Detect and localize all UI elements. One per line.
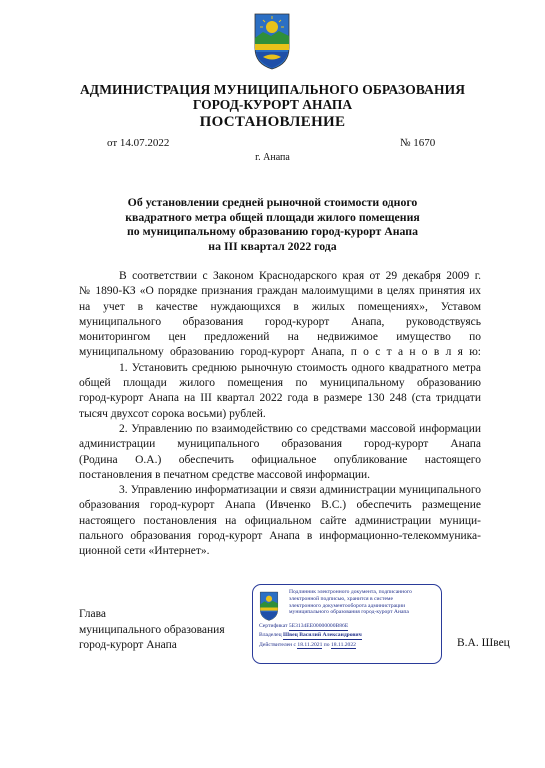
stamp-notice-line: электронной подписью, хранится в системе [289,595,393,602]
document-number: № 1670 [400,137,436,149]
title-line: на III квартал 2022 года [208,238,337,253]
valid-to-label: по [323,641,330,648]
valid-label: Действителен с [259,641,296,648]
signature-position-line: муниципального образования [79,623,225,636]
body-line: ционной сети «Интернет». [79,545,210,558]
header-org-line1: АДМИНИСТРАЦИЯ МУНИЦИПАЛЬНОГО ОБРАЗОВАНИЯ [79,82,466,97]
document-body [79,269,481,560]
body-line: муниципальному образованию город-курорт Анапа, п о с т а н о в л я ю: [79,346,481,359]
body-line: В соответствии с Законом Краснодарского края от 29 декабря 2009 г. [119,270,481,282]
stamp-notice-line: муниципального образования город-курорт Анапа [289,609,409,616]
body-line: пального образования город-курорт Анапа в информационно-телекоммуника- [79,530,481,543]
title-line: Об установлении средней рыночной стоимости одного [127,195,418,209]
body-line: 3. Управлению информатизации и связи администрации муниципального [119,484,481,497]
body-line: тысяч двухсот сорока восьми) рублей. [79,407,266,420]
body-line: (Родина О.А.) обеспечить официальное опубликование настоящего [79,453,481,466]
document-type: ПОСТАНОВЛЕНИЕ [199,114,346,130]
signatory-name: В.А. Швец [457,637,510,649]
body-line: образования город-курорт Анапа (Ивченко В.С.) обеспечить размещение [79,499,481,512]
header-org-line2: ГОРОД-КУРОРТ АНАПА [192,97,353,112]
body-line: мониторингом цен предложений на недвижимое имущество по [79,331,481,344]
owner-label: Владелец [259,632,282,639]
body-line: муниципального образования город-курорт Анапа, руководствуясь [79,315,481,328]
signature-position-line: город-курорт Анапа [79,639,177,651]
cert-label: Сертификат [259,623,288,629]
coat-of-arms-icon [253,12,291,70]
valid-from: 18.11.2021 [297,641,323,648]
stamp-crest-icon [259,591,279,621]
electronic-signature-stamp [252,584,442,664]
body-line: администрации муниципального образования город-курорт Анапа [79,438,481,451]
body-line: постановления в печатном средстве массовой информации. [79,468,371,481]
signature-position [79,607,225,654]
title-line: квадратного метра общей площади жилого помещения [125,209,420,224]
document-date: от 14.07.2022 [107,137,170,149]
body-line: общей площади жилого помещения по муниципальному образованию [79,377,481,390]
stamp-notice-line: электронного документооборота администрации [289,602,406,609]
document-city: г. Анапа [255,152,290,163]
valid-to: 18.11.2022 [330,641,356,648]
owner-value: Швец Василий Александрович [283,632,362,639]
document-title [100,195,445,253]
body-line: настоящего постановления на официальном сайте администрации муници- [79,514,481,527]
title-line: по муниципальному образованию город-курорт Анапа [126,224,418,238]
stamp-notice-line: Подлинник электронного документа, подписанного [289,589,412,595]
cert-value: 5E3134EE00000000B86E [288,623,349,629]
body-line: 2. Управлению по взаимодействию со средствами массовой информации [119,422,481,435]
stamp-certificate [259,623,439,651]
signature-position-line: Глава [79,608,107,620]
body-line: на учет в качестве нуждающихся в жилых помещениях», Уставом [79,300,481,313]
body-line: № 1890-КЗ «О порядке признания граждан малоимущими в целях принятия их [79,285,481,298]
body-line: город-курорт Анапа на III квартал 2022 года в размере 130 248 (ста тридцати [79,392,481,405]
body-line: 1. Установить среднюю рыночную стоимость одного квадратного метра [119,361,481,374]
stamp-notice [289,589,439,616]
